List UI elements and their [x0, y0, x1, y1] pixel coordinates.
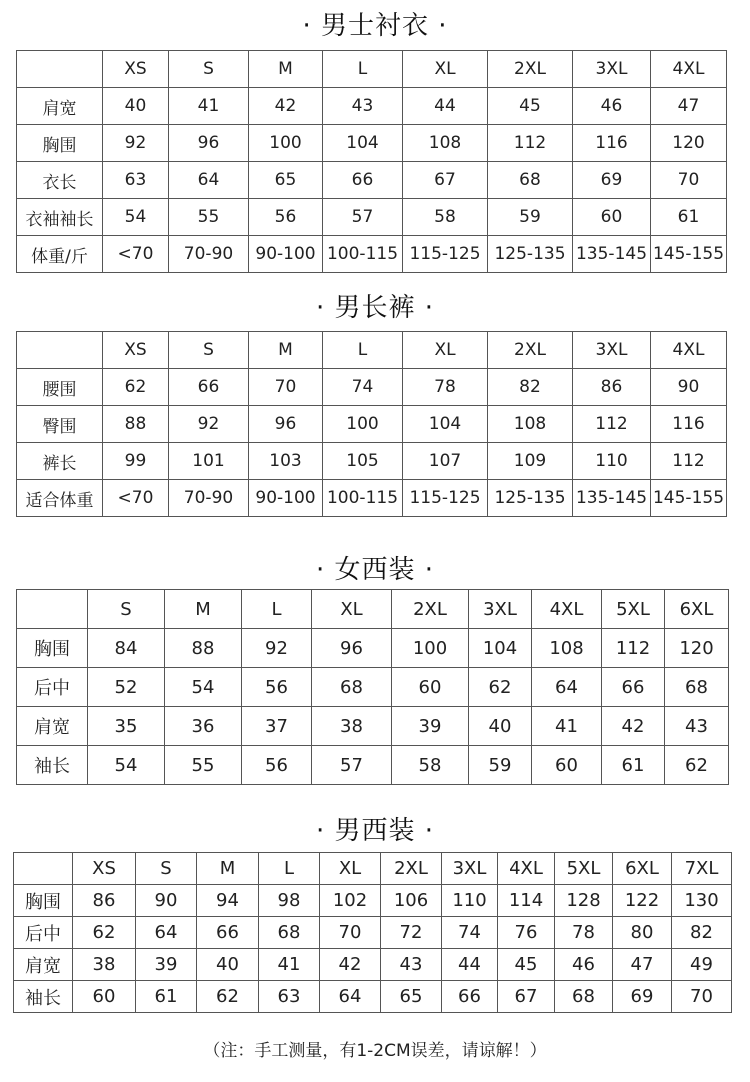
- size-header-cell: S: [169, 51, 249, 88]
- value-cell: 38: [312, 707, 392, 746]
- value-cell: 56: [242, 668, 312, 707]
- size-header-cell: 4XL: [532, 590, 602, 629]
- measurement-label-cell: 胸围: [17, 125, 103, 162]
- size-header-cell: L: [242, 590, 312, 629]
- value-cell: 65: [249, 162, 323, 199]
- measurement-label-cell: 体重/斤: [17, 236, 103, 273]
- corner-cell: [14, 853, 73, 885]
- value-cell: 68: [259, 917, 320, 949]
- value-cell: 92: [169, 406, 249, 443]
- value-cell: 45: [498, 949, 555, 981]
- measurement-label-cell: 肩宽: [14, 949, 73, 981]
- size-header-cell: 4XL: [651, 51, 727, 88]
- value-cell: 90-100: [249, 480, 323, 517]
- table-row: [17, 236, 727, 273]
- value-cell: 57: [312, 746, 392, 785]
- table-row: [17, 88, 727, 125]
- value-cell: 60: [532, 746, 602, 785]
- measurement-label-cell: 肩宽: [17, 88, 103, 125]
- value-cell: 38: [73, 949, 136, 981]
- value-cell: 145-155: [651, 236, 727, 273]
- value-cell: 62: [469, 668, 532, 707]
- size-header-cell: 3XL: [573, 332, 651, 369]
- value-cell: 116: [573, 125, 651, 162]
- value-cell: 70: [320, 917, 381, 949]
- value-cell: 70-90: [169, 236, 249, 273]
- value-cell: 88: [103, 406, 169, 443]
- value-cell: 39: [136, 949, 197, 981]
- size-header-cell: 3XL: [469, 590, 532, 629]
- size-header-cell: L: [323, 51, 403, 88]
- size-header-cell: M: [249, 51, 323, 88]
- value-cell: 96: [312, 629, 392, 668]
- value-cell: 60: [573, 199, 651, 236]
- table-row: [17, 125, 727, 162]
- size-header-cell: M: [249, 332, 323, 369]
- size-header-cell: M: [165, 590, 242, 629]
- value-cell: 46: [573, 88, 651, 125]
- value-cell: 103: [249, 443, 323, 480]
- size-header-cell: 7XL: [672, 853, 732, 885]
- value-cell: 66: [197, 917, 259, 949]
- table-row: [17, 162, 727, 199]
- size-header-cell: 2XL: [488, 51, 573, 88]
- measurement-disclaimer: （注：手工测量，有1-2CM误差，请谅解！）: [203, 1041, 547, 1061]
- measurement-label-cell: 胸围: [17, 629, 88, 668]
- table-row: [14, 885, 732, 917]
- value-cell: 100-115: [323, 480, 403, 517]
- size-header-cell: 4XL: [498, 853, 555, 885]
- table-row: [17, 199, 727, 236]
- size-header-cell: XS: [73, 853, 136, 885]
- value-cell: 104: [403, 406, 488, 443]
- value-cell: 44: [403, 88, 488, 125]
- value-cell: 76: [498, 917, 555, 949]
- value-cell: 78: [555, 917, 613, 949]
- value-cell: 82: [672, 917, 732, 949]
- header-row: [17, 590, 729, 629]
- size-header-cell: XS: [103, 51, 169, 88]
- value-cell: 120: [665, 629, 729, 668]
- value-cell: 100: [249, 125, 323, 162]
- size-header-cell: 3XL: [442, 853, 498, 885]
- value-cell: 64: [169, 162, 249, 199]
- size-header-cell: XS: [103, 332, 169, 369]
- value-cell: 110: [442, 885, 498, 917]
- value-cell: 68: [312, 668, 392, 707]
- value-cell: 63: [103, 162, 169, 199]
- value-cell: 40: [103, 88, 169, 125]
- size-header-cell: 2XL: [381, 853, 442, 885]
- value-cell: 42: [602, 707, 665, 746]
- value-cell: 112: [488, 125, 573, 162]
- size-header-cell: XL: [320, 853, 381, 885]
- measurement-label-cell: 臀围: [17, 406, 103, 443]
- value-cell: 84: [88, 629, 165, 668]
- value-cell: 42: [320, 949, 381, 981]
- value-cell: 70: [651, 162, 727, 199]
- value-cell: 63: [259, 981, 320, 1013]
- measurement-label-cell: 袖长: [14, 981, 73, 1013]
- measurement-label-cell: 后中: [14, 917, 73, 949]
- value-cell: 68: [488, 162, 573, 199]
- value-cell: 90-100: [249, 236, 323, 273]
- corner-cell: [17, 51, 103, 88]
- value-cell: 116: [651, 406, 727, 443]
- value-cell: 43: [665, 707, 729, 746]
- value-cell: 40: [469, 707, 532, 746]
- value-cell: 36: [165, 707, 242, 746]
- value-cell: 82: [488, 369, 573, 406]
- value-cell: 96: [249, 406, 323, 443]
- section-title-mens-suit: · 男西装 ·: [315, 816, 435, 846]
- value-cell: 88: [165, 629, 242, 668]
- section-title-mens-shirt: · 男士衬衣 ·: [302, 11, 448, 41]
- value-cell: 64: [136, 917, 197, 949]
- table-row: [17, 369, 727, 406]
- value-cell: 104: [323, 125, 403, 162]
- size-header-cell: 3XL: [573, 51, 651, 88]
- value-cell: 68: [665, 668, 729, 707]
- value-cell: 70: [249, 369, 323, 406]
- value-cell: 67: [403, 162, 488, 199]
- value-cell: 54: [88, 746, 165, 785]
- value-cell: 44: [442, 949, 498, 981]
- value-cell: 41: [259, 949, 320, 981]
- value-cell: 62: [197, 981, 259, 1013]
- size-header-cell: 6XL: [665, 590, 729, 629]
- measurement-label-cell: 裤长: [17, 443, 103, 480]
- value-cell: 68: [555, 981, 613, 1013]
- measurement-label-cell: 衣袖袖长: [17, 199, 103, 236]
- value-cell: 69: [613, 981, 672, 1013]
- size-header-cell: 6XL: [613, 853, 672, 885]
- value-cell: 112: [602, 629, 665, 668]
- size-header-cell: L: [323, 332, 403, 369]
- value-cell: 54: [103, 199, 169, 236]
- value-cell: 92: [103, 125, 169, 162]
- measurement-label-cell: 适合体重: [17, 480, 103, 517]
- value-cell: 46: [555, 949, 613, 981]
- measurement-label-cell: 胸围: [14, 885, 73, 917]
- value-cell: 66: [442, 981, 498, 1013]
- value-cell: 108: [403, 125, 488, 162]
- table-row: [14, 949, 732, 981]
- value-cell: 105: [323, 443, 403, 480]
- size-header-cell: 4XL: [651, 332, 727, 369]
- value-cell: 45: [488, 88, 573, 125]
- value-cell: 122: [613, 885, 672, 917]
- value-cell: 99: [103, 443, 169, 480]
- value-cell: 56: [242, 746, 312, 785]
- value-cell: 70: [672, 981, 732, 1013]
- size-header-cell: 2XL: [488, 332, 573, 369]
- value-cell: 70-90: [169, 480, 249, 517]
- size-header-cell: 2XL: [392, 590, 469, 629]
- value-cell: 86: [73, 885, 136, 917]
- value-cell: 60: [73, 981, 136, 1013]
- value-cell: 37: [242, 707, 312, 746]
- section-title-mens-pants: · 男长裤 ·: [315, 293, 435, 323]
- size-header-cell: XL: [312, 590, 392, 629]
- size-table-mens-suit: [13, 852, 732, 1013]
- corner-cell: [17, 332, 103, 369]
- value-cell: 90: [136, 885, 197, 917]
- size-header-cell: 5XL: [602, 590, 665, 629]
- table-row: [17, 629, 729, 668]
- value-cell: 94: [197, 885, 259, 917]
- value-cell: 42: [249, 88, 323, 125]
- value-cell: 66: [602, 668, 665, 707]
- value-cell: 130: [672, 885, 732, 917]
- value-cell: 67: [498, 981, 555, 1013]
- table-row: [17, 406, 727, 443]
- value-cell: 108: [532, 629, 602, 668]
- value-cell: 112: [651, 443, 727, 480]
- value-cell: 60: [392, 668, 469, 707]
- value-cell: 110: [573, 443, 651, 480]
- measurement-label-cell: 后中: [17, 668, 88, 707]
- header-row: [14, 853, 732, 885]
- value-cell: 98: [259, 885, 320, 917]
- value-cell: 100: [323, 406, 403, 443]
- value-cell: 100: [392, 629, 469, 668]
- value-cell: 102: [320, 885, 381, 917]
- value-cell: 62: [665, 746, 729, 785]
- value-cell: 145-155: [651, 480, 727, 517]
- size-header-cell: L: [259, 853, 320, 885]
- value-cell: <70: [103, 236, 169, 273]
- value-cell: 56: [249, 199, 323, 236]
- value-cell: 69: [573, 162, 651, 199]
- header-row: [17, 51, 727, 88]
- measurement-label-cell: 衣长: [17, 162, 103, 199]
- value-cell: 115-125: [403, 236, 488, 273]
- value-cell: 39: [392, 707, 469, 746]
- size-header-cell: S: [88, 590, 165, 629]
- value-cell: <70: [103, 480, 169, 517]
- value-cell: 101: [169, 443, 249, 480]
- size-header-cell: S: [136, 853, 197, 885]
- value-cell: 62: [103, 369, 169, 406]
- size-header-cell: S: [169, 332, 249, 369]
- value-cell: 115-125: [403, 480, 488, 517]
- section-title-womens-suit: · 女西装 ·: [315, 555, 435, 585]
- value-cell: 59: [469, 746, 532, 785]
- value-cell: 135-145: [573, 480, 651, 517]
- value-cell: 92: [242, 629, 312, 668]
- value-cell: 65: [381, 981, 442, 1013]
- value-cell: 125-135: [488, 236, 573, 273]
- measurement-label-cell: 肩宽: [17, 707, 88, 746]
- value-cell: 64: [320, 981, 381, 1013]
- value-cell: 61: [602, 746, 665, 785]
- table-row: [17, 707, 729, 746]
- size-table-mens-shirt: [16, 50, 727, 273]
- size-header-cell: XL: [403, 51, 488, 88]
- value-cell: 62: [73, 917, 136, 949]
- value-cell: 40: [197, 949, 259, 981]
- value-cell: 41: [532, 707, 602, 746]
- value-cell: 114: [498, 885, 555, 917]
- table-row: [17, 746, 729, 785]
- table-row: [14, 981, 732, 1013]
- table-row: [17, 443, 727, 480]
- value-cell: 54: [165, 668, 242, 707]
- value-cell: 61: [136, 981, 197, 1013]
- value-cell: 135-145: [573, 236, 651, 273]
- table-row: [14, 917, 732, 949]
- value-cell: 66: [169, 369, 249, 406]
- value-cell: 35: [88, 707, 165, 746]
- value-cell: 74: [442, 917, 498, 949]
- size-header-cell: 5XL: [555, 853, 613, 885]
- value-cell: 64: [532, 668, 602, 707]
- value-cell: 72: [381, 917, 442, 949]
- value-cell: 78: [403, 369, 488, 406]
- value-cell: 125-135: [488, 480, 573, 517]
- value-cell: 96: [169, 125, 249, 162]
- value-cell: 109: [488, 443, 573, 480]
- size-table-mens-pants: [16, 331, 727, 517]
- value-cell: 43: [323, 88, 403, 125]
- value-cell: 47: [613, 949, 672, 981]
- value-cell: 100-115: [323, 236, 403, 273]
- value-cell: 47: [651, 88, 727, 125]
- value-cell: 80: [613, 917, 672, 949]
- size-table-womens-suit: [16, 589, 729, 785]
- value-cell: 107: [403, 443, 488, 480]
- corner-cell: [17, 590, 88, 629]
- value-cell: 57: [323, 199, 403, 236]
- value-cell: 61: [651, 199, 727, 236]
- value-cell: 86: [573, 369, 651, 406]
- value-cell: 120: [651, 125, 727, 162]
- value-cell: 52: [88, 668, 165, 707]
- value-cell: 104: [469, 629, 532, 668]
- value-cell: 59: [488, 199, 573, 236]
- value-cell: 49: [672, 949, 732, 981]
- value-cell: 108: [488, 406, 573, 443]
- value-cell: 90: [651, 369, 727, 406]
- measurement-label-cell: 腰围: [17, 369, 103, 406]
- value-cell: 106: [381, 885, 442, 917]
- table-row: [17, 480, 727, 517]
- value-cell: 43: [381, 949, 442, 981]
- value-cell: 41: [169, 88, 249, 125]
- value-cell: 58: [392, 746, 469, 785]
- value-cell: 66: [323, 162, 403, 199]
- size-header-cell: M: [197, 853, 259, 885]
- value-cell: 128: [555, 885, 613, 917]
- value-cell: 112: [573, 406, 651, 443]
- header-row: [17, 332, 727, 369]
- size-header-cell: XL: [403, 332, 488, 369]
- table-row: [17, 668, 729, 707]
- value-cell: 55: [169, 199, 249, 236]
- value-cell: 58: [403, 199, 488, 236]
- measurement-label-cell: 袖长: [17, 746, 88, 785]
- value-cell: 74: [323, 369, 403, 406]
- value-cell: 55: [165, 746, 242, 785]
